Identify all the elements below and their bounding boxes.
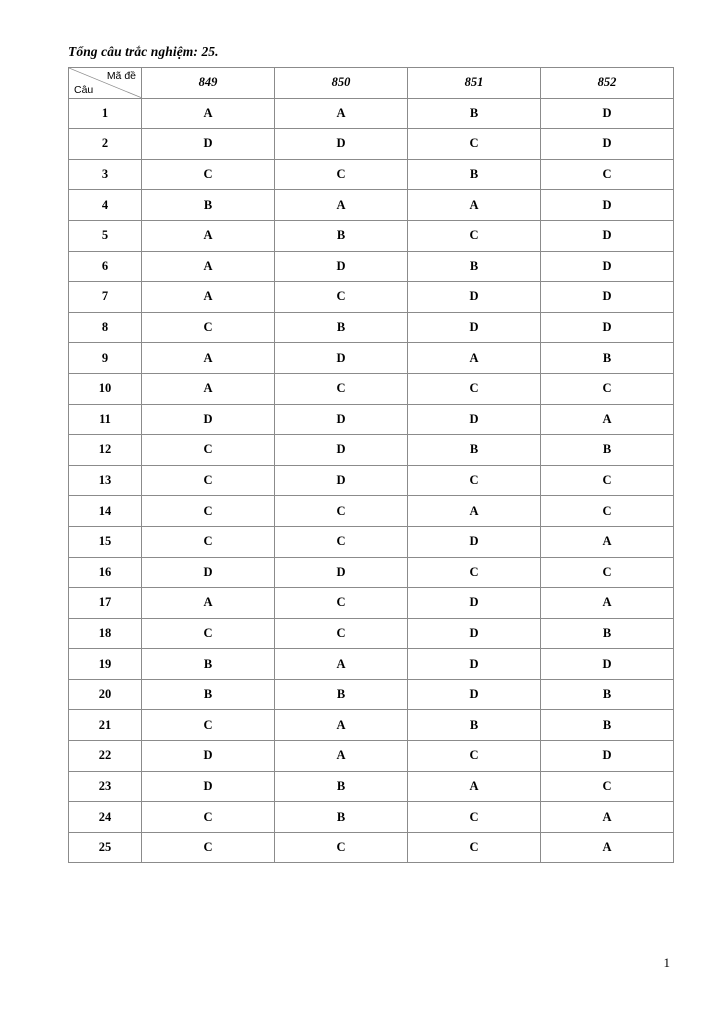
answer-cell: D: [142, 557, 275, 588]
answer-cell: A: [142, 98, 275, 129]
answer-cell: D: [541, 251, 674, 282]
table-row: [69, 649, 674, 680]
answer-cell: A: [142, 343, 275, 374]
answer-cell: C: [275, 832, 408, 863]
answer-cell: C: [541, 465, 674, 496]
question-number: 2: [69, 129, 142, 160]
answer-cell: A: [142, 282, 275, 313]
answer-cell: C: [142, 312, 275, 343]
answer-key-table: [68, 67, 674, 863]
answer-cell: B: [275, 802, 408, 833]
column-header-exam-code-1: 850: [275, 68, 408, 99]
table-row: [69, 312, 674, 343]
answer-cell: B: [408, 251, 541, 282]
answer-cell: D: [541, 98, 674, 129]
answer-cell: C: [275, 496, 408, 527]
table-row: [69, 190, 674, 221]
answer-cell: B: [541, 679, 674, 710]
answer-cell: D: [541, 282, 674, 313]
column-header-exam-code-2: 851: [408, 68, 541, 99]
answer-cell: C: [142, 618, 275, 649]
answer-cell: C: [408, 465, 541, 496]
answer-cell: C: [541, 373, 674, 404]
answer-cell: B: [408, 435, 541, 466]
answer-cell: D: [142, 741, 275, 772]
answer-cell: C: [142, 465, 275, 496]
answer-cell: D: [541, 220, 674, 251]
answer-cell: C: [408, 741, 541, 772]
answer-cell: D: [541, 129, 674, 160]
answer-cell: B: [541, 435, 674, 466]
answer-cell: B: [275, 771, 408, 802]
answer-cell: D: [275, 129, 408, 160]
table-body: [69, 98, 674, 863]
answer-cell: C: [541, 159, 674, 190]
table-row: [69, 679, 674, 710]
question-number: 23: [69, 771, 142, 802]
table-row: [69, 98, 674, 129]
answer-cell: B: [275, 312, 408, 343]
corner-label-exam-code: Mã đề: [106, 70, 136, 82]
answer-cell: D: [142, 129, 275, 160]
table-row: [69, 282, 674, 313]
question-number: 8: [69, 312, 142, 343]
table-row: [69, 159, 674, 190]
page-number: 1: [663, 955, 670, 970]
answer-cell: D: [408, 404, 541, 435]
answer-cell: B: [275, 220, 408, 251]
answer-cell: A: [408, 343, 541, 374]
answer-cell: A: [541, 802, 674, 833]
question-number: 25: [69, 832, 142, 863]
question-number: 19: [69, 649, 142, 680]
table-row: [69, 618, 674, 649]
answer-cell: A: [541, 526, 674, 557]
answer-cell: A: [541, 404, 674, 435]
corner-label-question: Câu: [74, 83, 94, 96]
answer-cell: D: [275, 251, 408, 282]
table-row: [69, 404, 674, 435]
table-row: [69, 465, 674, 496]
table-row: [69, 710, 674, 741]
answer-cell: D: [275, 435, 408, 466]
question-number: 20: [69, 679, 142, 710]
table-row: [69, 220, 674, 251]
answer-cell: D: [275, 343, 408, 374]
answer-cell: B: [408, 159, 541, 190]
table-row: [69, 588, 674, 619]
answer-cell: D: [142, 404, 275, 435]
answer-cell: C: [275, 373, 408, 404]
answer-cell: C: [541, 771, 674, 802]
answer-cell: B: [142, 679, 275, 710]
answer-cell: C: [408, 832, 541, 863]
answer-cell: A: [142, 588, 275, 619]
answer-cell: A: [275, 649, 408, 680]
header-row: [69, 68, 674, 99]
answer-cell: C: [142, 435, 275, 466]
answer-cell: A: [142, 220, 275, 251]
table-row: [69, 129, 674, 160]
answer-cell: B: [541, 710, 674, 741]
question-number: 10: [69, 373, 142, 404]
answer-cell: C: [275, 282, 408, 313]
question-number: 3: [69, 159, 142, 190]
question-number: 11: [69, 404, 142, 435]
answer-cell: C: [408, 557, 541, 588]
answer-cell: D: [541, 312, 674, 343]
table-row: [69, 832, 674, 863]
question-number: 24: [69, 802, 142, 833]
answer-cell: B: [408, 710, 541, 741]
page-title: Tổng câu trắc nghiệm: 25.: [68, 44, 219, 59]
answer-cell: A: [275, 710, 408, 741]
answer-cell: A: [275, 98, 408, 129]
answer-cell: B: [142, 190, 275, 221]
table-header: [69, 68, 674, 99]
table-row: [69, 526, 674, 557]
answer-cell: C: [142, 710, 275, 741]
answer-cell: A: [275, 741, 408, 772]
answer-cell: D: [408, 312, 541, 343]
answer-cell: C: [408, 373, 541, 404]
answer-cell: C: [142, 159, 275, 190]
question-number: 22: [69, 741, 142, 772]
question-number: 21: [69, 710, 142, 741]
table-row: [69, 343, 674, 374]
answer-cell: D: [275, 404, 408, 435]
answer-cell: D: [408, 679, 541, 710]
answer-cell: D: [142, 771, 275, 802]
table-row: [69, 557, 674, 588]
answer-cell: B: [275, 679, 408, 710]
answer-cell: C: [408, 802, 541, 833]
answer-cell: C: [408, 129, 541, 160]
question-number: 6: [69, 251, 142, 282]
answer-cell: D: [275, 465, 408, 496]
answer-cell: A: [275, 190, 408, 221]
answer-cell: B: [408, 98, 541, 129]
table-row: [69, 496, 674, 527]
answer-cell: B: [541, 343, 674, 374]
question-number: 16: [69, 557, 142, 588]
answer-cell: B: [142, 649, 275, 680]
question-number: 17: [69, 588, 142, 619]
answer-cell: D: [408, 526, 541, 557]
column-header-exam-code-3: 852: [541, 68, 674, 99]
answer-cell: D: [408, 588, 541, 619]
question-number: 9: [69, 343, 142, 374]
answer-cell: D: [408, 282, 541, 313]
table-row: [69, 802, 674, 833]
answer-cell: C: [142, 802, 275, 833]
question-number: 15: [69, 526, 142, 557]
table-row: [69, 251, 674, 282]
answer-cell: D: [408, 618, 541, 649]
table-row: [69, 373, 674, 404]
column-header-exam-code-0: 849: [142, 68, 275, 99]
answer-cell: A: [142, 373, 275, 404]
answer-cell: C: [541, 557, 674, 588]
question-number: 14: [69, 496, 142, 527]
answer-cell: C: [275, 618, 408, 649]
answer-cell: C: [275, 588, 408, 619]
question-number: 13: [69, 465, 142, 496]
answer-cell: B: [541, 618, 674, 649]
question-number: 4: [69, 190, 142, 221]
answer-cell: D: [408, 649, 541, 680]
answer-cell: D: [541, 190, 674, 221]
answer-cell: D: [541, 741, 674, 772]
answer-cell: A: [541, 588, 674, 619]
answer-cell: C: [275, 159, 408, 190]
answer-cell: A: [408, 496, 541, 527]
answer-cell: A: [142, 251, 275, 282]
table-row: [69, 435, 674, 466]
answer-cell: A: [408, 190, 541, 221]
answer-cell: C: [142, 496, 275, 527]
answer-cell: C: [142, 526, 275, 557]
question-number: 1: [69, 98, 142, 129]
table-row: [69, 771, 674, 802]
question-number: 5: [69, 220, 142, 251]
answer-cell: C: [408, 220, 541, 251]
answer-cell: D: [275, 557, 408, 588]
answer-cell: C: [275, 526, 408, 557]
answer-cell: C: [541, 496, 674, 527]
answer-cell: A: [541, 832, 674, 863]
answer-cell: A: [408, 771, 541, 802]
question-number: 12: [69, 435, 142, 466]
table-row: [69, 741, 674, 772]
question-number: 18: [69, 618, 142, 649]
question-number: 7: [69, 282, 142, 313]
answer-cell: C: [142, 832, 275, 863]
answer-cell: D: [541, 649, 674, 680]
table-corner-cell: [69, 68, 142, 99]
